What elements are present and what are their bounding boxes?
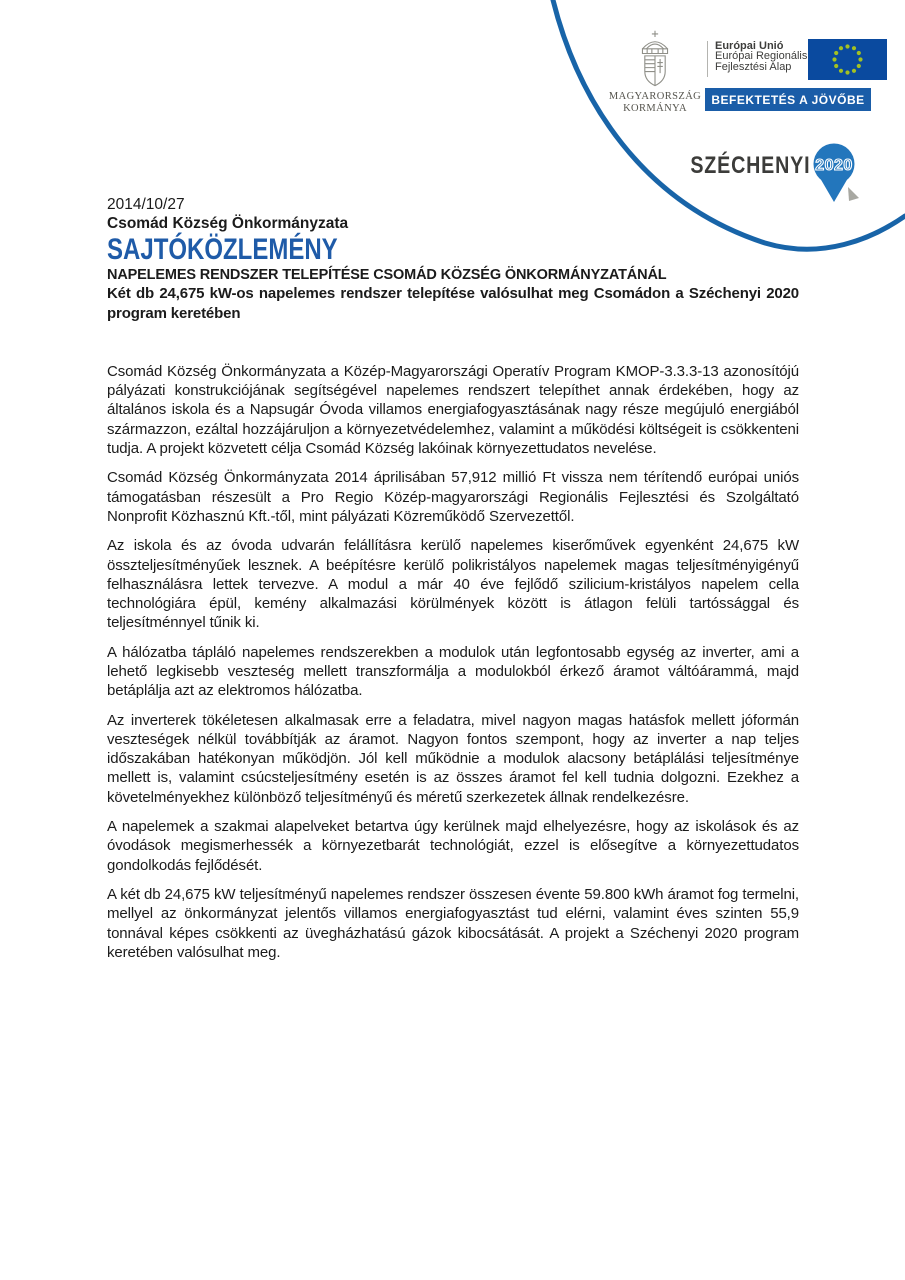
headline: NAPELEMES RENDSZER TELEPÍTÉSE CSOMÁD KÖZSÉG ÖNKORMÁNYZATÁNÁL [107, 267, 667, 283]
body-paragraph: Csomád Község Önkormányzata a Közép-Magyarországi Operatív Program KMOP-3.3.3-13 azonosítójú pályázati konstrukciójának segítségével napelemes rendszert telepíthet annak érdekében, hogy az általános iskola és a Napsugár Óvoda villamos energiafogyasztásának nagy része megújuló energiából származzon, ezáltal hozzájáruljon a környezetvédelemhez, valamint a működési költségeit is csökkenteni tudja. A projekt közvetett célja Csomád Község lakóinak környezettudatos nevelése. [107, 363, 799, 457]
szechenyi-pin-icon [812, 143, 862, 205]
eu-fund-line2: Európai Regionális [715, 50, 808, 63]
document-body [107, 195, 799, 972]
eu-fund-title: Európai Unió [715, 40, 784, 52]
date: 2014/10/27 [107, 196, 185, 213]
page-title: SAJTÓKÖZLEMÉNY [107, 233, 338, 266]
government-name-line2: KORMÁNYA [623, 102, 687, 114]
eu-flag-icon [808, 39, 887, 80]
body-paragraph: Csomád Község Önkormányzata 2014 áprilisában 57,912 millió Ft vissza nem térítendő európai uniós támogatásban részesült a Pro Regio Közép-magyarországi Regionális Fejlesztési és Szolgáltató Nonprofit Közhasznú Kft.-től, mint pályázati Közreműködő Szervezettől. [107, 469, 799, 525]
lead-paragraph: Két db 24,675 kW-os napelemes rendszer telepítése valósulhat meg Csomádon a Széchenyi 2020 program keretében [107, 285, 799, 322]
eu-fund-label [715, 41, 807, 72]
organization-name: Csomád Község Önkormányzata [107, 215, 349, 232]
body-paragraph: A két db 24,675 kW teljesítményű napelemes rendszer összesen évente 59.800 kWh áramot fog termelni, mellyel az önkormányzat jelentős villamos energiafogyasztást tud elérni, valamint éves szinten 55,9 tonnával képes csökkenti az üvegházhatású gázok kibocsátását. A projekt a Széchenyi 2020 program keretében valósulhat meg. [107, 886, 799, 961]
body-paragraph: A hálózatba tápláló napelemes rendszerekben a modulok után legfontosabb egység az inverter, ami a lehető legkisebb veszteség mellett transzformálja a modulokból érkező áramot váltóárammá, majd betáplálja azt az elektromos hálózatba. [107, 643, 799, 700]
eu-fund-line3: Fejlesztési Alap [715, 60, 792, 73]
paragraph-list [107, 362, 799, 962]
government-name-line1: MAGYARORSZÁG [608, 91, 702, 102]
body-paragraph: Az iskola és az óvoda udvarán felállításra kerülő napelemes kiserőművek egyenként 24,675 kW összteljesítményűek lesznek. A beépítésre kerülő polikristályos napelemek magas teljesítményigényű felhasználásra lettek tervezve. A modul a már 40 éve fejlődő szilicium-kristályos napelem cella technológiára épül, kemény alkalmazási körülmények között is átlagon felüli tartóssággal és teljesítménnyel tűnik ki. [107, 537, 799, 632]
szechenyi-wordmark: SZÉCHENYI [689, 152, 810, 179]
hungary-coat-of-arms-icon [631, 30, 679, 88]
body-paragraph: A napelemek a szakmai alapelveket betartva úgy kerülnek majd elhelyezésre, hogy az iskolások és az óvodások megismerhessék a környezetbarát technológiát, ezzel is elősegítve a környezettudatos gondolkodás fejlődését. [107, 818, 799, 874]
government-logo [597, 30, 713, 114]
investment-banner: BEFEKTETÉS A JÖVŐBE [705, 88, 871, 111]
body-paragraph: Az inverterek tökéletesen alkalmasak erre a feladatra, mivel nagyon magas hatásfok mellett jóformán veszteségek nélkül továbbítják az áramot. Nagyon fontos szempont, hogy az inverter a nap teljes időszakában hatékonyan működjön. Jól kell működnie a modulok alacsony betáplálási teljesítménye mellett is, valamint csúcsteljesítmény esetén is az összes áramot fel kell tudnia dolgozni. Ezekhez a követelményekhez különböző teljesítményű és méretű szerkezetek állnak rendelkezésre. [107, 711, 799, 806]
svg-text:2020: 2020 [815, 157, 853, 174]
header-divider [707, 41, 708, 77]
